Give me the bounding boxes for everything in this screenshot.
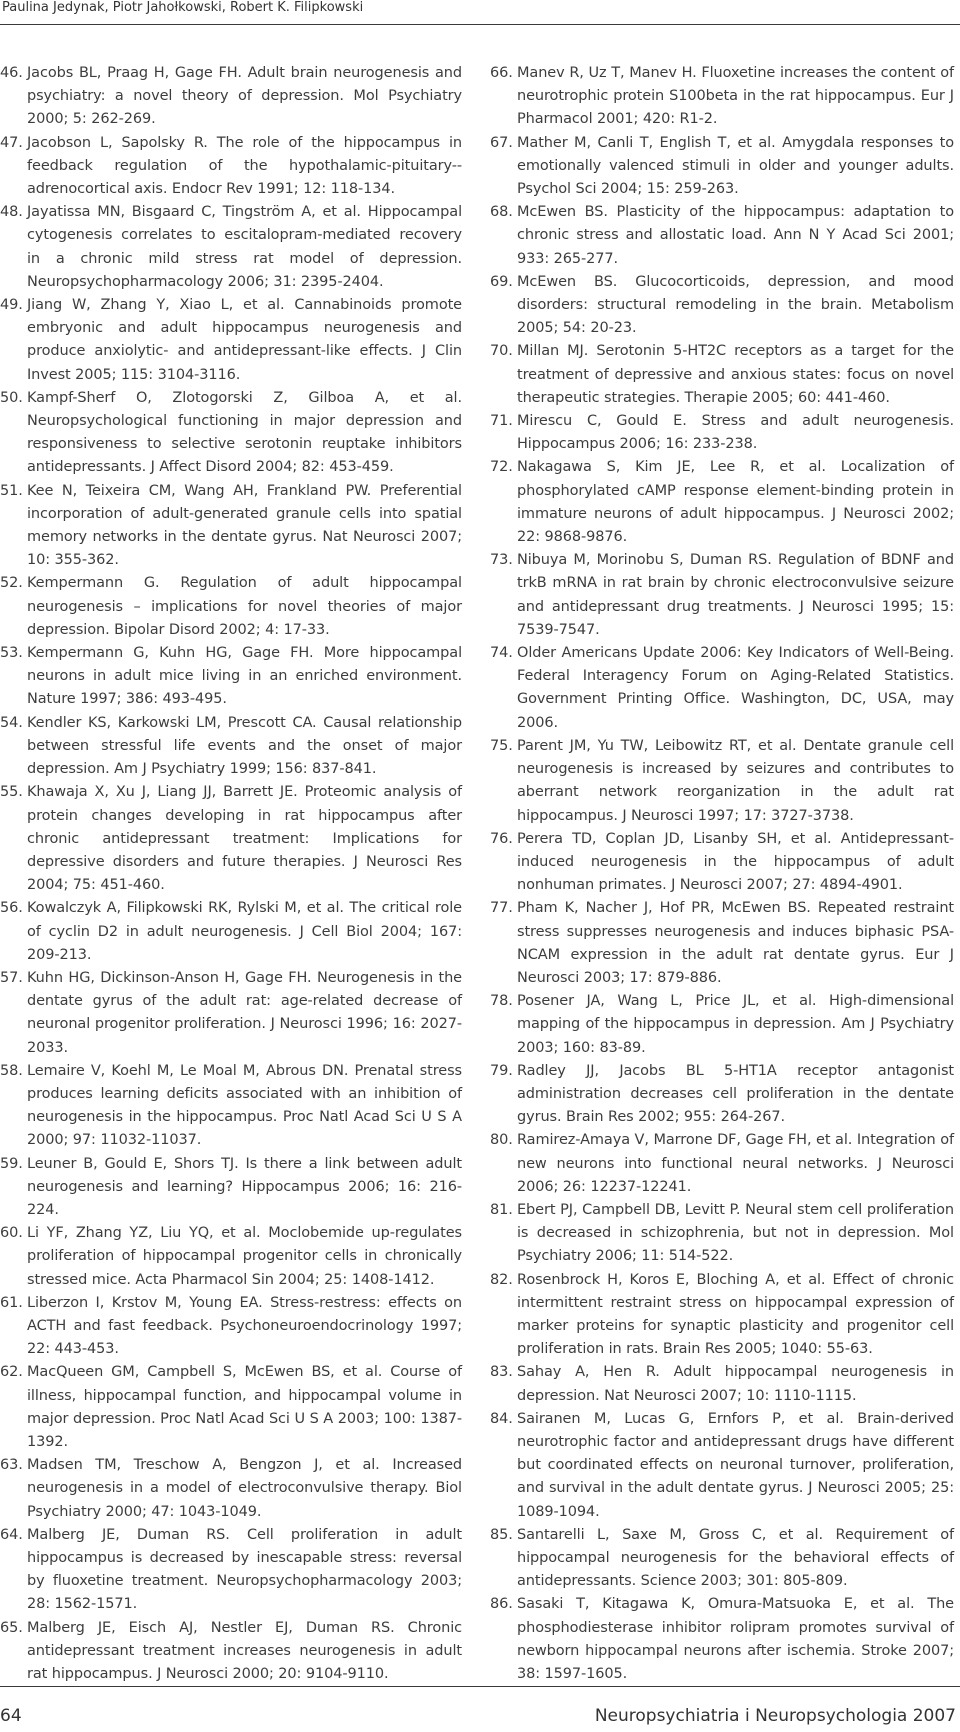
reference-number: 51. (0, 482, 23, 499)
reference-item (0, 294, 462, 387)
reference-number: 59. (0, 1155, 23, 1172)
reference-number: 80. (490, 1132, 513, 1149)
reference-number: 77. (490, 900, 513, 917)
reference-text: Jiang W, Zhang Y, Xiao L, et al. Cannabinoids promote embryonic and adult hippocampus neurogenesis and produce anxiolytic- and antidepressant-like effects. J Clin Invest 2005; 115: 3104-3116. (27, 297, 462, 383)
reference-number: 55. (0, 784, 23, 801)
reference-text: Kampf-Sherf O, Zlotogorski Z, Gilboa A, et al. Neuropsychological functioning in major depression and responsiveness to selective serotonin reuptake inhibitors antidepressants. J Affect Disord 2004; 82: 453-459. (27, 389, 462, 476)
reference-number: 57. (0, 969, 23, 986)
reference-item (490, 1524, 954, 1594)
reference-item (490, 1269, 954, 1362)
footer-divider (0, 1686, 960, 1687)
reference-number: 47. (0, 134, 23, 151)
reference-text: Millan MJ. Serotonin 5-HT2C receptors as a target for the treatment of depressive and anxious states: focus on novel therapeutic strategies. Therapie 2005; 60: 441-460. (517, 343, 954, 406)
reference-item (0, 132, 462, 202)
reference-text: Ebert PJ, Campbell DB, Levitt P. Neural stem cell proliferation is decreased in schizophrenia, but not in depression. Mol Psychiatry 2006; 11: 514-522. (517, 1201, 954, 1265)
reference-number: 69. (490, 273, 513, 290)
reference-text: Sahay A, Hen R. Adult hippocampal neurogenesis in depression. Nat Neurosci 2007; 10: 1110-1115. (517, 1364, 954, 1404)
reference-text: Perera TD, Coplan JD, Lisanby SH, et al. Antidepressant-induced neurogenesis in the hippocampus of adult nonhuman primates. J Neurosci 2007; 27: 4894-4901. (517, 830, 954, 894)
reference-number: 84. (490, 1410, 513, 1427)
reference-text: Kempermann G, Kuhn HG, Gage FH. More hippocampal neurons in adult mice living in an enriched environment. Nature 1997; 386: 493-495. (27, 645, 462, 708)
reference-item (490, 201, 954, 271)
reference-text: Jacobson L, Sapolsky R. The role of the hippocampus in feedback regulation of the hypothalamic-pituitary--adrenocortical axis. Endocr Rev 1991; 12: 118-134. (27, 134, 462, 198)
reference-item (0, 1292, 462, 1362)
reference-number: 68. (490, 204, 513, 221)
reference-number: 53. (0, 645, 23, 662)
reference-item (0, 1617, 462, 1687)
reference-text: Khawaja X, Xu J, Liang JJ, Barrett JE. Proteomic analysis of protein changes developing in rat hippocampus after chronic antidepressant treatment: Implications for depressive disorders and future therapies. J Neurosci Res 2004; 75: 451-460. (27, 784, 462, 894)
reference-text: Kendler KS, Karkowski LM, Prescott CA. Causal relationship between stressful life events and the onset of major depression. Am J Psychiatry 1999; 156: 837-841. (27, 714, 462, 778)
reference-number: 61. (0, 1294, 23, 1311)
reference-text: Liberzon I, Krstov M, Young EA. Stress-restress: effects on ACTH and fast feedback. Psychoneuroendocrinology 1997; 22: 443-453. (27, 1294, 462, 1358)
reference-text: Posener JA, Wang L, Price JL, et al. High-dimensional mapping of the hippocampus in depression. Am J Psychiatry 2003; 160: 83-89. (517, 993, 954, 1056)
reference-number: 50. (0, 389, 23, 406)
reference-item (0, 1524, 462, 1617)
reference-item (0, 897, 462, 967)
reference-text: Jacobs BL, Praag H, Gage FH. Adult brain neurogenesis and psychiatry: a novel theory of depression. Mol Psychiatry 2000; 5: 262-269. (27, 65, 462, 128)
reference-item (0, 1060, 462, 1153)
running-header-authors: Paulina Jedynak, Piotr Jahołkowski, Robert K. Filipkowski (2, 0, 364, 15)
reference-number: 49. (0, 297, 23, 314)
reference-text: Lemaire V, Koehl M, Le Moal M, Abrous DN. Prenatal stress produces learning deficits associated with an inhibition of neurogenesis in the hippocampus. Proc Natl Acad Sci U S A 2000; 97: 11032-11037. (27, 1062, 462, 1149)
reference-text: Leuner B, Gould E, Shors TJ. Is there a link between adult neurogenesis and learning? Hippocampus 2006; 16: 216-224. (27, 1155, 462, 1218)
reference-text: Kuhn HG, Dickinson-Anson H, Gage FH. Neurogenesis in the dentate gyrus of the adult rat: age-related decrease of neuronal progenitor proliferation. J Neurosci 1996; 16: 2027-2033. (27, 969, 462, 1056)
reference-text: Nakagawa S, Kim JE, Lee R, et al. Localization of phosphorylated cAMP response element-binding protein in immature neurons of adult hippocampus. J Neurosci 2002; 22: 9868-9876. (517, 459, 954, 546)
reference-number: 76. (490, 830, 513, 847)
reference-item (490, 410, 954, 456)
reference-number: 67. (490, 134, 513, 151)
reference-number: 58. (0, 1062, 23, 1079)
reference-item (0, 1153, 462, 1223)
reference-number: 83. (490, 1364, 513, 1381)
reference-item (490, 1593, 954, 1686)
reference-text: Nibuya M, Morinobu S, Duman RS. Regulation of BDNF and trkB mRNA in rat brain by chronic electroconvulsive seizure and antidepressant drug treatments. J Neurosci 1995; 15: 7539-7547. (517, 552, 954, 638)
reference-item (490, 456, 954, 549)
reference-text: Li YF, Zhang YZ, Liu YQ, et al. Moclobemide up-regulates proliferation of hippocampal progenitor cells in chronically stressed mice. Acta Pharmacol Sin 2004; 25: 1408-1412. (27, 1225, 462, 1288)
reference-number: 52. (0, 575, 23, 592)
reference-text: Parent JM, Yu TW, Leibowitz RT, et al. Dentate granule cell neurogenesis is increased by seizures and contributes to aberrant network reorganization in the adult rat hippocampus. J Neurosci 1997; 17: 3727-3738. (517, 737, 954, 824)
reference-text: Radley JJ, Jacobs BL 5-HT1A receptor antagonist administration decreases cell proliferation in the dentate gyrus. Brain Res 2002; 955: 264-267. (517, 1062, 954, 1126)
reference-text: Kempermann G. Regulation of adult hippocampal neurogenesis – implications for novel theories of major depression. Bipolar Disord 2002; 4: 17-33. (27, 575, 462, 638)
reference-item (0, 387, 462, 480)
reference-number: 46. (0, 65, 23, 81)
references-left-column (0, 62, 462, 1686)
reference-item (490, 1129, 954, 1199)
reference-text: Jayatissa MN, Bisgaard C, Tingström A, et al. Hippocampal cytogenesis correlates to escitalopram-mediated recovery in a chronic mild stress rat model of depression. Neuropsychopharmacology 2006; 31: 2395-2404. (27, 204, 462, 290)
reference-number: 64. (0, 1526, 23, 1543)
reference-number: 79. (490, 1062, 513, 1079)
journal-title: Neuropsychiatria i Neuropsychologia 2007 (594, 1706, 956, 1726)
reference-number: 62. (0, 1364, 23, 1381)
reference-item (490, 1408, 954, 1524)
reference-number: 60. (0, 1225, 23, 1242)
reference-number: 78. (490, 993, 513, 1010)
reference-number: 82. (490, 1271, 513, 1288)
reference-item (490, 271, 954, 341)
reference-item (490, 897, 954, 990)
reference-text: Older Americans Update 2006: Key Indicators of Well-Being. Federal Interagency Forum on Aging-Related Statistics. Government Printing Office. Washington, DC, USA, may 2006. (517, 645, 954, 731)
reference-item (490, 642, 954, 735)
reference-item (0, 201, 462, 294)
reference-text: MacQueen GM, Campbell S, McEwen BS, et al. Course of illness, hippocampal function, and hippocampal volume in major depression. Proc Natl Acad Sci U S A 2003; 100: 1387-1392. (27, 1364, 462, 1450)
reference-number: 70. (490, 343, 513, 360)
page-number: 64 (0, 1706, 22, 1726)
reference-number: 48. (0, 204, 23, 221)
reference-number: 81. (490, 1201, 513, 1218)
reference-item (0, 781, 462, 897)
reference-number: 66. (490, 65, 513, 81)
reference-text: Sairanen M, Lucas G, Ernfors P, et al. Brain-derived neurotrophic factor and antidepressant drugs have different but coordinated effects on neuronal turnover, proliferation, and survival in the adult dentate gyrus. J Neurosci 2005; 25: 1089-1094. (517, 1410, 954, 1520)
reference-item (490, 1199, 954, 1269)
reference-number: 65. (0, 1619, 23, 1636)
reference-item (0, 1454, 462, 1524)
reference-text: Malberg JE, Eisch AJ, Nestler EJ, Duman RS. Chronic antidepressant treatment increases neurogenesis in adult rat hippocampus. J Neurosci 2000; 20: 9104-9110. (27, 1619, 462, 1683)
reference-text: Kowalczyk A, Filipkowski RK, Rylski M, et al. The critical role of cyclin D2 in adult neurogenesis. J Cell Biol 2004; 167: 209-213. (27, 900, 462, 963)
reference-text: Malberg JE, Duman RS. Cell proliferation in adult hippocampus is decreased by inescapable stress: reversal by fluoxetine treatment. Neuropsychopharmacology 2003; 28: 1562-1571. (27, 1526, 462, 1613)
reference-item (490, 1060, 954, 1130)
reference-text: Mirescu C, Gould E. Stress and adult neurogenesis. Hippocampus 2006; 16: 233-238. (517, 413, 954, 453)
reference-number: 54. (0, 714, 23, 731)
reference-item (490, 1361, 954, 1407)
reference-text: McEwen BS. Glucocorticoids, depression, and mood disorders: structural remodeling in the brain. Metabolism 2005; 54: 20-23. (517, 273, 954, 337)
reference-item (490, 132, 954, 202)
reference-text: Mather M, Canli T, English T, et al. Amygdala responses to emotionally valenced stimuli in older and younger adults. Psychol Sci 2004; 15: 259-263. (517, 134, 954, 198)
reference-text: Madsen TM, Treschow A, Bengzon J, et al. Increased neurogenesis in a model of electroconvulsive therapy. Biol Psychiatry 2000; 47: 1043-1049. (27, 1457, 462, 1520)
reference-text: Pham K, Nacher J, Hof PR, McEwen BS. Repeated restraint stress suppresses neurogenesis and induces biphasic PSA-NCAM expression in the adult rat dentate gyrus. Eur J Neurosci 2003; 17: 879-886. (517, 900, 954, 986)
header-divider (0, 24, 960, 25)
reference-number: 73. (490, 552, 513, 569)
reference-number: 71. (490, 413, 513, 430)
reference-item (0, 1361, 462, 1454)
reference-number: 75. (490, 737, 513, 754)
reference-item (490, 62, 954, 132)
reference-item (0, 572, 462, 642)
reference-item (490, 990, 954, 1060)
reference-item (490, 340, 954, 410)
reference-item (0, 480, 462, 573)
reference-number: 74. (490, 645, 513, 662)
reference-text: Kee N, Teixeira CM, Wang AH, Frankland PW. Preferential incorporation of adult-generated granule cells into spatial memory networks in the dentate gyrus. Nat Neurosci 2007; 10: 355-362. (27, 482, 462, 569)
reference-number: 72. (490, 459, 513, 476)
reference-item (0, 967, 462, 1060)
reference-number: 56. (0, 900, 23, 917)
reference-text: Manev R, Uz T, Manev H. Fluoxetine increases the content of neurotrophic protein S100beta in the rat hippocampus. Eur J Pharmacol 2001; 420: R1-2. (517, 65, 954, 128)
reference-item (0, 712, 462, 782)
reference-text: McEwen BS. Plasticity of the hippocampus: adaptation to chronic stress and allostatic load. Ann N Y Acad Sci 2001; 933: 265-277. (517, 204, 954, 267)
references-right-column (490, 62, 954, 1686)
reference-text: Santarelli L, Saxe M, Gross C, et al. Requirement of hippocampal neurogenesis for the behavioral effects of antidepressants. Science 2003; 301: 805-809. (517, 1526, 954, 1590)
reference-number: 85. (490, 1526, 513, 1543)
reference-item (490, 735, 954, 828)
reference-text: Ramirez-Amaya V, Marrone DF, Gage FH, et al. Integration of new neurons into functional neural networks. J Neurosci 2006; 26: 12237-12241. (517, 1132, 954, 1195)
reference-item (0, 1222, 462, 1292)
reference-number: 63. (0, 1457, 23, 1474)
reference-text: Sasaki T, Kitagawa K, Omura-Matsuoka E, et al. The phosphodiesterase inhibitor rolipram promotes survival of newborn hippocampal neurons after ischemia. Stroke 2007; 38: 1597-1605. (517, 1596, 954, 1683)
reference-item (0, 62, 462, 132)
reference-item (490, 549, 954, 642)
reference-item (0, 642, 462, 712)
reference-text: Rosenbrock H, Koros E, Bloching A, et al. Effect of chronic intermittent restraint stress on hippocampal expression of marker proteins for synaptic plasticity and progenitor cell proliferation in rats. Brain Res 2005; 1040: 55-63. (517, 1271, 954, 1358)
reference-item (490, 828, 954, 898)
reference-number: 86. (490, 1596, 513, 1613)
